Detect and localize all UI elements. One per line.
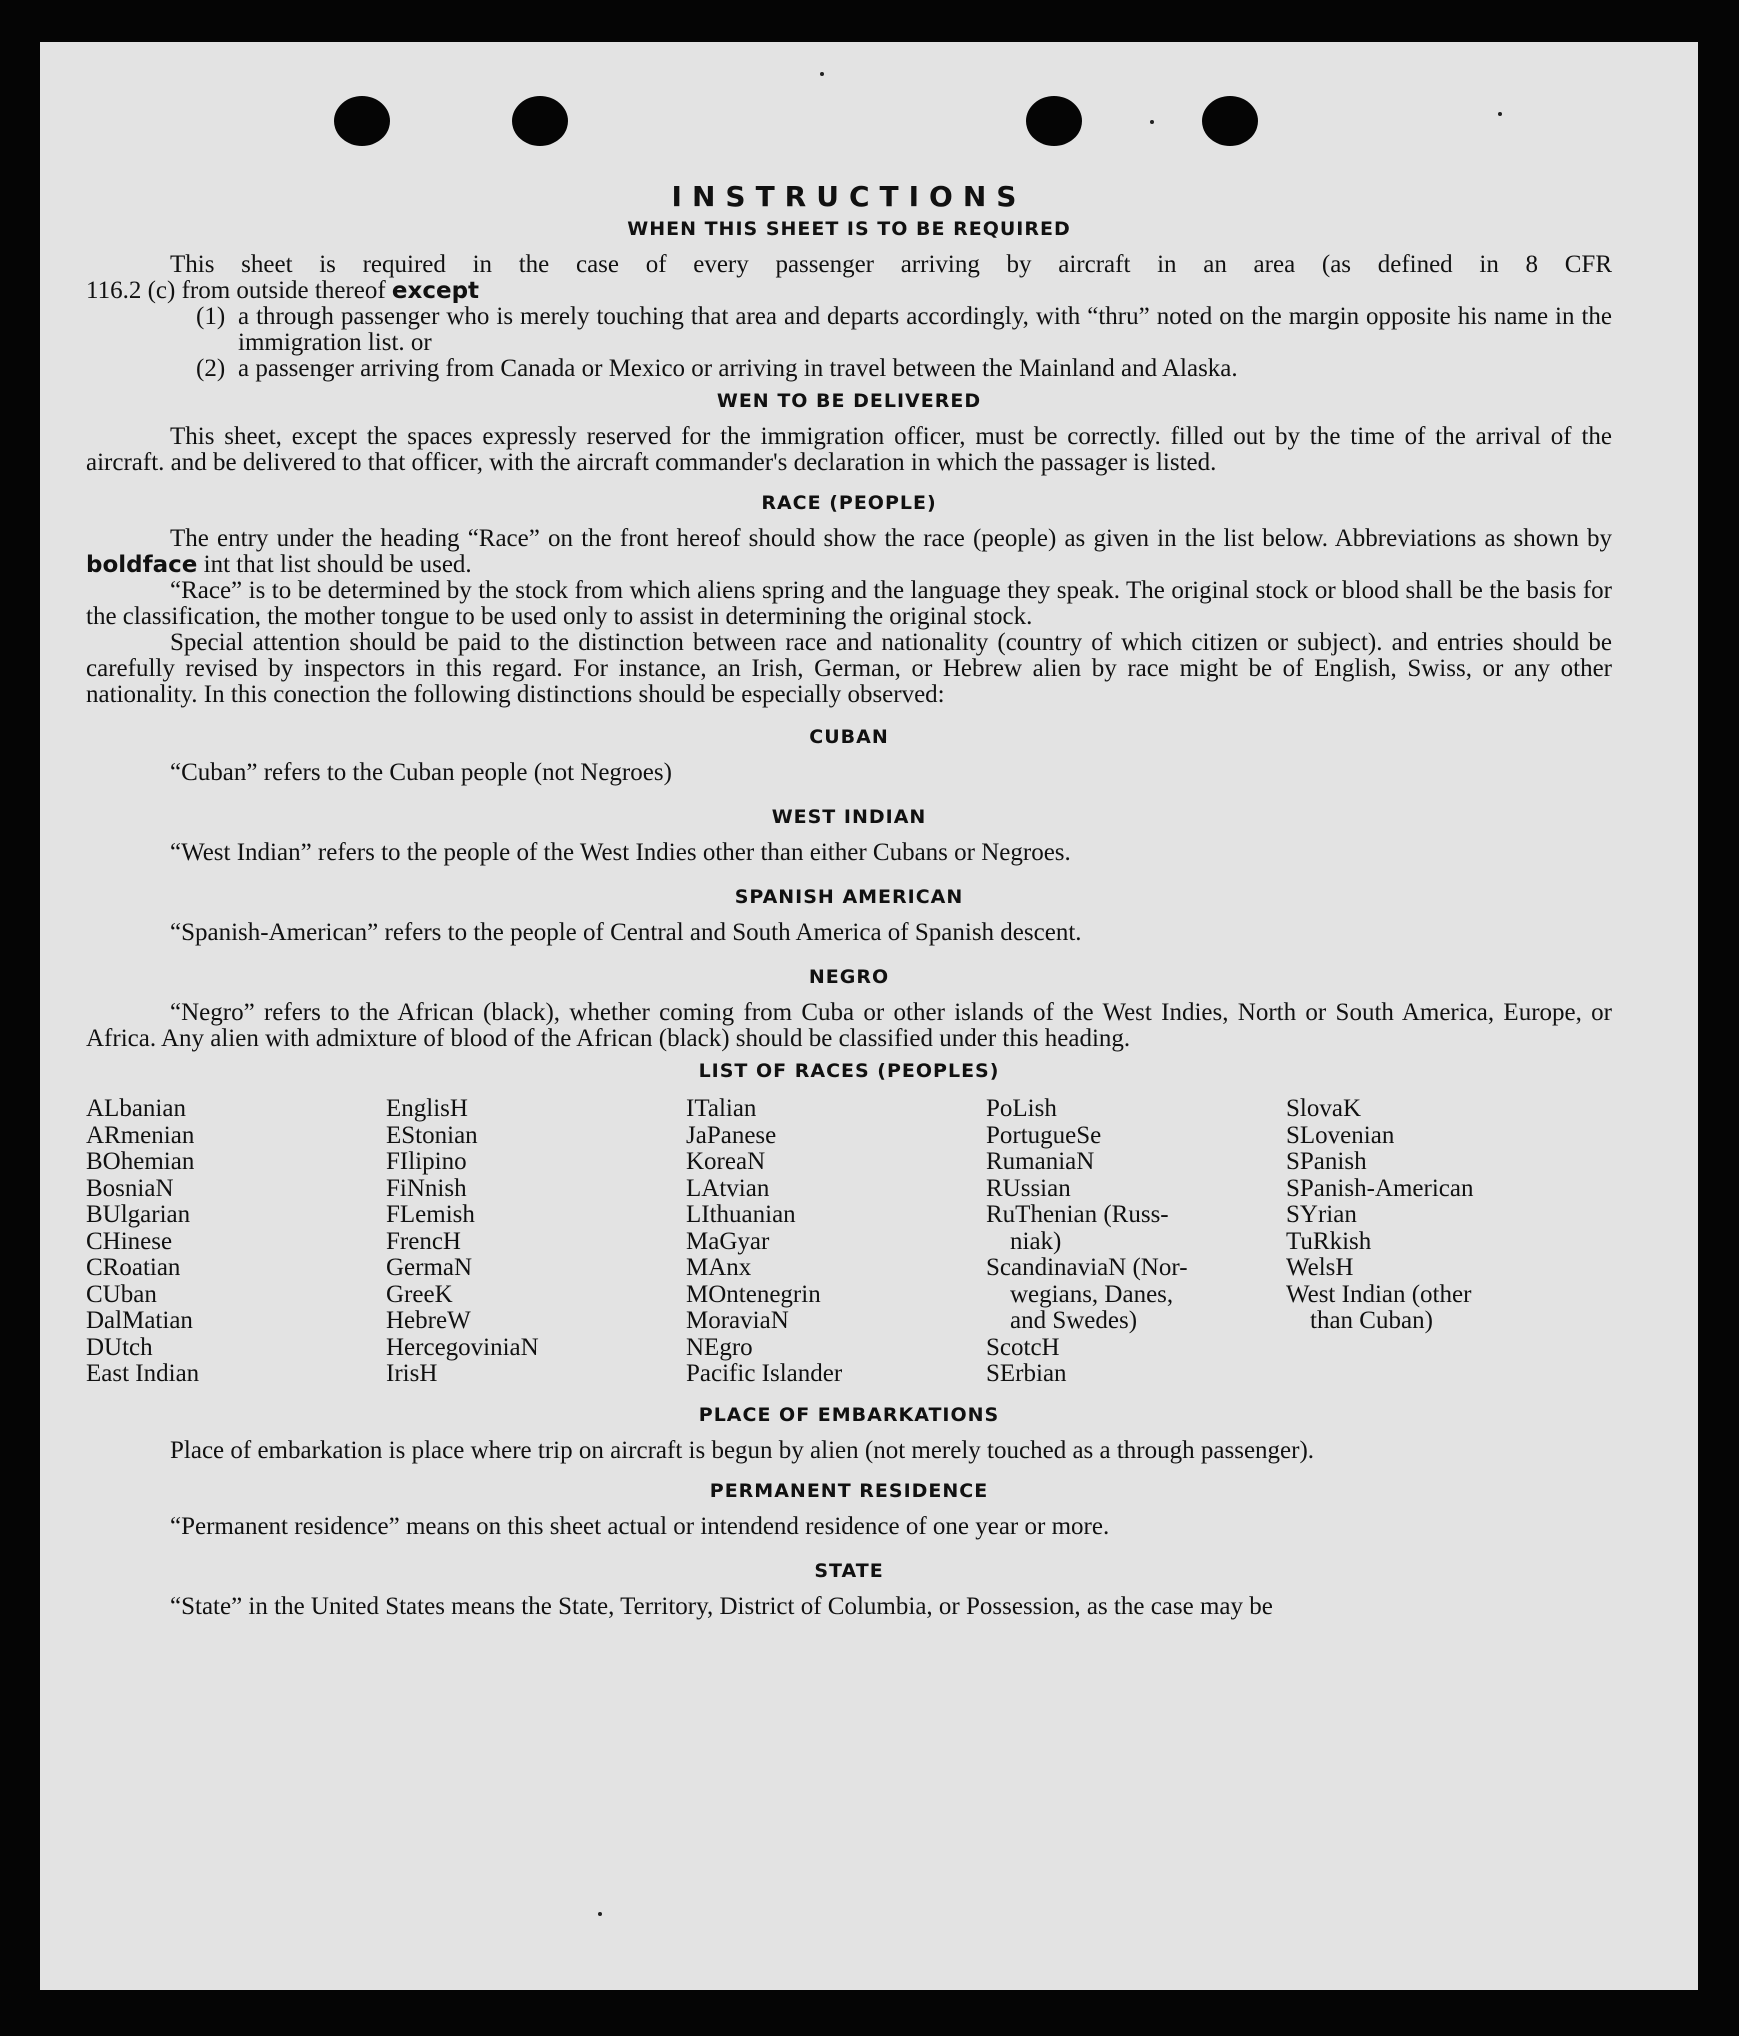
race-list-item: Pacific Islander <box>686 1360 843 1387</box>
race-list-item: MAnx <box>686 1254 752 1281</box>
race-list-item: SlovaK <box>1286 1095 1361 1122</box>
speck <box>1498 112 1502 116</box>
spanish-american-definition: “Spanish-American” refers to the people of Central and South America of Spanish descent. <box>170 919 1082 946</box>
punch-hole <box>1202 96 1258 146</box>
race-list-item: FLemish <box>386 1201 475 1228</box>
race-list-item: IrisH <box>386 1360 438 1387</box>
race-list-item: RumaniaN <box>986 1148 1095 1175</box>
race-list-item: RUssian <box>986 1174 1071 1202</box>
race-list-item: FrencH <box>386 1227 461 1255</box>
race-list-item: JaPanese <box>686 1121 777 1149</box>
race-list-item: BUlgarian <box>86 1201 191 1228</box>
race-list-item: and Swedes) <box>1010 1307 1138 1334</box>
races-column-5 <box>1286 1096 1586 1388</box>
race-list-item: KoreaN <box>686 1148 766 1175</box>
heading-place-of-embarkation: PLACE OF EMBARKATIONS <box>698 1403 1000 1426</box>
speck <box>598 1912 602 1916</box>
race-list-item: LIthuanian <box>686 1201 796 1228</box>
race-p1-start: The entry under the heading “Race” on the front hereof should show the race (people) as given in the list below. Abbreviations as shown by <box>170 525 1612 552</box>
race-p1-end: int that list should be used. <box>203 551 472 578</box>
race-list-item: SErbian <box>986 1360 1067 1387</box>
race-list-item: SYrian <box>1286 1201 1357 1228</box>
residence-paragraph: “Permanent residence” means on this sheet actual or intendend residence of one year or more. <box>170 1512 1110 1540</box>
races-column-4 <box>986 1096 1286 1388</box>
embarkation-paragraph: Place of embarkation is place where trip on aircraft is begun by alien (not merely touched as a through passenger). <box>170 1436 1315 1464</box>
heading-race: RACE (PEOPLE) <box>761 492 937 514</box>
race-list-item: EStonian <box>386 1121 478 1149</box>
item-text: a passenger arriving from Canada or Mexico or arriving in travel between the Mainland and Alaska. <box>238 355 1238 382</box>
race-list-item: HercegoviniaN <box>386 1333 539 1361</box>
punch-hole <box>512 96 568 146</box>
required-line-1: This sheet is required in the case of every passenger arriving by aircraft in an area (as defined in 8 CFR <box>170 251 1612 278</box>
race-paragraph-2: “Race” is to be determined by the stock from which aliens spring and the language they speak. The original stock or blood shall be the basis for the classification, the mother tongue to be used only to assist in determining the original stock. <box>86 577 1612 630</box>
race-list-item: ARmenian <box>86 1121 195 1149</box>
race-list-item: DalMatian <box>86 1307 193 1334</box>
cuban-definition: “Cuban” refers to the Cuban people (not Negroes) <box>170 759 672 786</box>
exception-item-2 <box>196 356 1612 382</box>
race-list-item: RuThenian (Russ- <box>986 1201 1169 1228</box>
race-paragraph-3: Special attention should be paid to the distinction between race and nationality (country of which citizen or subject). and entries should be carefully revised by inspectors in this regard. For instance, an Irish, German, or Hebrew alien by race might be of English, Swiss, or any other nationality. In this conection the following distinctions should be especially observed: <box>86 629 1612 708</box>
delivered-paragraph: This sheet, except the spaces expressly reserved for the immigration officer, must be correctly. filled out by the time of the arrival of the aircraft. and be delivered to that officer, with the aircraft commander's declaration in which the passager is listed. <box>86 423 1612 476</box>
race-list-item: MaGyar <box>686 1227 770 1255</box>
race-list-item: MoraviaN <box>686 1307 789 1334</box>
race-list-item: FiNnish <box>386 1174 467 1202</box>
race-list-item: BOhemian <box>86 1148 195 1175</box>
race-list-item: ALbanian <box>86 1095 186 1122</box>
race-list-item: CHinese <box>86 1227 173 1255</box>
race-list-item: niak) <box>1010 1227 1062 1255</box>
race-list-item: LAtvian <box>686 1174 770 1202</box>
race-list-item: HebreW <box>386 1307 471 1334</box>
race-list-item: NEgro <box>686 1333 753 1361</box>
race-list-item: SLovenian <box>1286 1121 1395 1149</box>
speck <box>1150 120 1154 124</box>
heading-cuban: CUBAN <box>809 726 889 748</box>
races-column-3 <box>686 1096 986 1388</box>
heading-list-of-races: LIST OF RACES (PEOPLES) <box>698 1060 1000 1082</box>
race-list-item: FIlipino <box>386 1148 467 1175</box>
race-list-item: MOntenegrin <box>686 1280 821 1308</box>
item-text: a through passenger who is merely touching that area and departs accordingly, with “thru” noted on the margin opposite his name in the immigration list. or <box>238 303 1612 356</box>
required-line-2 <box>86 278 1612 304</box>
punch-hole <box>1026 96 1082 146</box>
race-list-item: West Indian (other <box>1286 1280 1472 1308</box>
race-list-item: ScotcH <box>986 1333 1060 1361</box>
page-title: INSTRUCTIONS <box>671 180 1027 213</box>
item-number: (1) <box>196 303 226 330</box>
race-list-item: SPanish-American <box>1286 1174 1474 1202</box>
race-list-item: BosniaN <box>86 1174 174 1202</box>
races-column-1 <box>86 1096 386 1388</box>
heading-state: STATE <box>814 1559 884 1582</box>
heading-permanent-residence: PERMANENT RESIDENCE <box>709 1479 989 1502</box>
race-list-item: WelsH <box>1286 1254 1354 1281</box>
item-number: (2) <box>196 355 226 382</box>
race-list-item: wegians, Danes, <box>1010 1280 1174 1308</box>
required-line-2-text: 116.2 (c) from outside thereof <box>86 277 386 304</box>
race-paragraph-1 <box>86 526 1612 578</box>
document-page <box>40 42 1698 1990</box>
race-list-item: SPanish <box>1286 1148 1367 1175</box>
heading-when-required: WHEN THIS SHEET IS TO BE REQUIRED <box>627 218 1071 240</box>
punch-hole <box>334 96 390 146</box>
race-list-item: CRoatian <box>86 1254 181 1281</box>
race-list-item: ScandinaviaN (Nor- <box>986 1254 1188 1281</box>
race-list-item: PoLish <box>986 1095 1057 1122</box>
state-paragraph: “State” in the United States means the State, Territory, District of Columbia, or Possession, as the case may be <box>170 1592 1273 1620</box>
exception-item-1 <box>196 304 1612 356</box>
race-list-item: East Indian <box>86 1360 200 1387</box>
speck <box>820 72 824 76</box>
race-list-item: DUtch <box>86 1333 153 1361</box>
race-list-item: GermaN <box>386 1254 473 1281</box>
races-list <box>86 1096 1612 1388</box>
race-list-item: than Cuban) <box>1310 1307 1433 1334</box>
race-list-item: ITalian <box>686 1095 757 1122</box>
race-list-item: GreeK <box>386 1280 453 1308</box>
boldface-word: boldface <box>86 552 198 578</box>
instructions-content <box>86 180 1612 1620</box>
heading-west-indian: WEST INDIAN <box>771 806 927 828</box>
heading-negro: NEGRO <box>808 966 890 988</box>
race-list-item: PortugueSe <box>986 1121 1102 1149</box>
negro-definition: “Negro” refers to the African (black), whether coming from Cuba or other islands of the West Indies, North or South America, Europe, or Africa. Any alien with admixture of blood of the African (black) should be classified under this heading. <box>86 999 1612 1052</box>
race-list-item: TuRkish <box>1286 1227 1372 1255</box>
west-indian-definition: “West Indian” refers to the people of the West Indies other than either Cubans or Negroes. <box>170 839 1071 866</box>
heading-spanish-american: SPANISH AMERICAN <box>734 886 964 908</box>
race-list-item: CUban <box>86 1280 157 1308</box>
heading-when-delivered: WEN TO BE DELIVERED <box>716 390 982 412</box>
race-list-item: EnglisH <box>386 1095 468 1122</box>
races-column-2 <box>386 1096 686 1388</box>
except-bold: except <box>391 278 480 304</box>
